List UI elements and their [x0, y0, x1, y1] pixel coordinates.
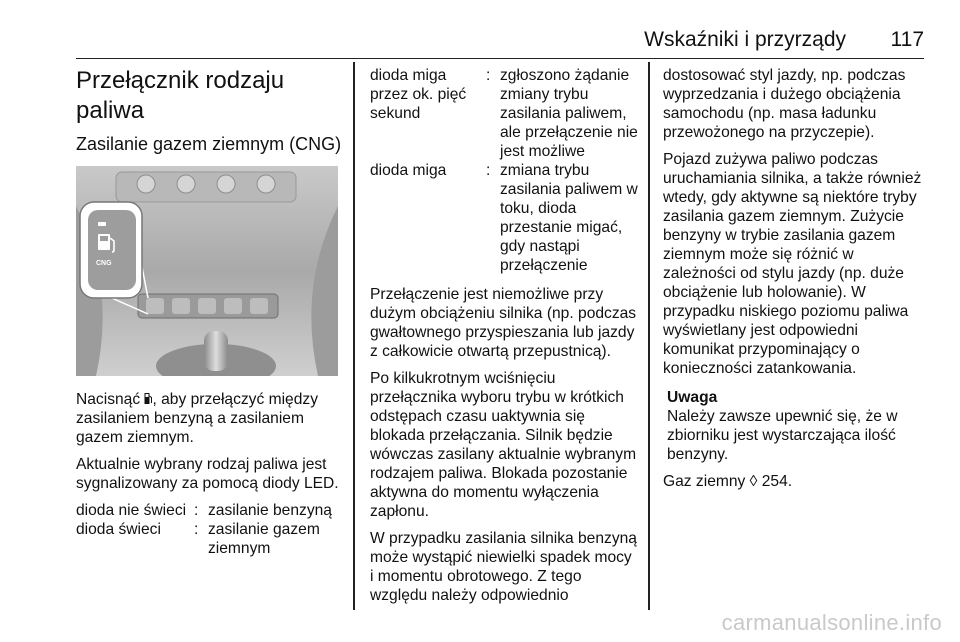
table-term: dioda miga: [370, 162, 447, 179]
header-title: Wskaźniki i przyrządy: [644, 28, 846, 51]
led-status-table: [76, 501, 342, 558]
table-desc: zasilanie benzyną: [208, 502, 332, 519]
led-blink-table: [370, 66, 638, 275]
column-divider-1: [353, 62, 355, 610]
paragraph: Przełączenie jest niemożliwe przy dużym obciążeniu silnika (np. podczas gwałtownego przyspieszania lub jazdy z całkowicie otwartą przepustnicą).: [370, 286, 637, 360]
note-title: Uwaga: [667, 389, 718, 406]
table-colon: :: [194, 502, 199, 519]
column-2: [370, 66, 638, 613]
dashboard-figure: [76, 166, 338, 376]
table-term: dioda świeci: [76, 521, 161, 538]
table-colon: :: [194, 521, 199, 538]
table-desc: zgłoszono żądanie zmiany trybu zasilania paliwem, ale przełączenie nie jest możliwe: [500, 67, 638, 160]
cng-label: CNG: [96, 260, 112, 267]
table-desc: zmiana trybu zasilania paliwem w toku, dioda przestanie migać, gdy nastąpi przełączenie: [500, 162, 638, 274]
watermark: carmanualsonline.info: [721, 610, 942, 635]
table-colon: :: [486, 67, 491, 84]
dashboard-illustration: [76, 166, 338, 376]
paragraph: Pojazd zużywa paliwo podczas uruchamiania silnika, a także również wtedy, gdy aktywne są niektóre tryby zasilania gazem ziemnym. Zużycie benzyny w trybie zasilania gazem ziemnym może się różnić w zależności od stylu jazdy (np. duże obciążenie lub holowanie). W przypadku niskiego poziomu paliwa wyświetlany jest odpowiedni komunikat przypominający o konieczności zatankowania.: [663, 151, 922, 377]
column-1: [76, 66, 342, 568]
reference-page: 254.: [757, 473, 793, 490]
instruction-text-end: , aby przełączyć między zasilaniem benzyną a zasilaniem gazem ziemnym.: [76, 391, 318, 446]
cross-reference[interactable]: [663, 472, 929, 491]
paragraph: W przypadku zasilania silnika benzyną może wystąpić niewielki spadek mocy i momentu obrotowego. Z tego względu należy odpowiednio: [370, 530, 637, 604]
table-term: dioda miga przez ok. pięć sekund: [370, 67, 467, 122]
page-number: 117: [890, 28, 924, 51]
note-text: Należy zawsze upewnić się, że w zbiorniku jest wystarczająca ilość benzyny.: [667, 408, 898, 463]
page-header: [76, 24, 924, 59]
section-heading: Przełącznik rodzaju paliwa: [76, 67, 285, 124]
table-term: dioda nie świeci: [76, 502, 187, 519]
section-subheading: Zasilanie gazem ziemnym (CNG): [76, 134, 342, 154]
column-divider-2: [648, 62, 650, 610]
led-paragraph: Aktualnie wybrany rodzaj paliwa jest sygnalizowany za pomocą diody LED.: [76, 456, 339, 492]
reference-text: Gaz ziemny: [663, 473, 750, 490]
paragraph: dostosować styl jazdy, np. podczas wyprzedzania i dużego obciążenia samochodu (np. masa ładunku przewożonego na przyczepie).: [663, 67, 906, 141]
table-colon: :: [486, 162, 491, 179]
led-indicator: [98, 222, 106, 226]
instruction-text-start: Nacisnąć: [76, 391, 145, 408]
table-desc: zasilanie gazem ziemnym: [208, 521, 320, 557]
reference-arrow-icon: ◊: [749, 473, 758, 490]
paragraph: Po kilkukrotnym wciśnięciu przełącznika wyboru trybu w krótkich odstępach czasu uaktywnia się blokada przełączania. Silnik będzie wówczas zasilany aktualnie wybranym rodzajem paliwa. Blokada pozostanie aktywna do momentu wyłączenia zapłonu.: [370, 370, 637, 520]
instruction-paragraph: [76, 390, 342, 447]
column-3: [663, 66, 929, 499]
note-box: [667, 388, 929, 464]
